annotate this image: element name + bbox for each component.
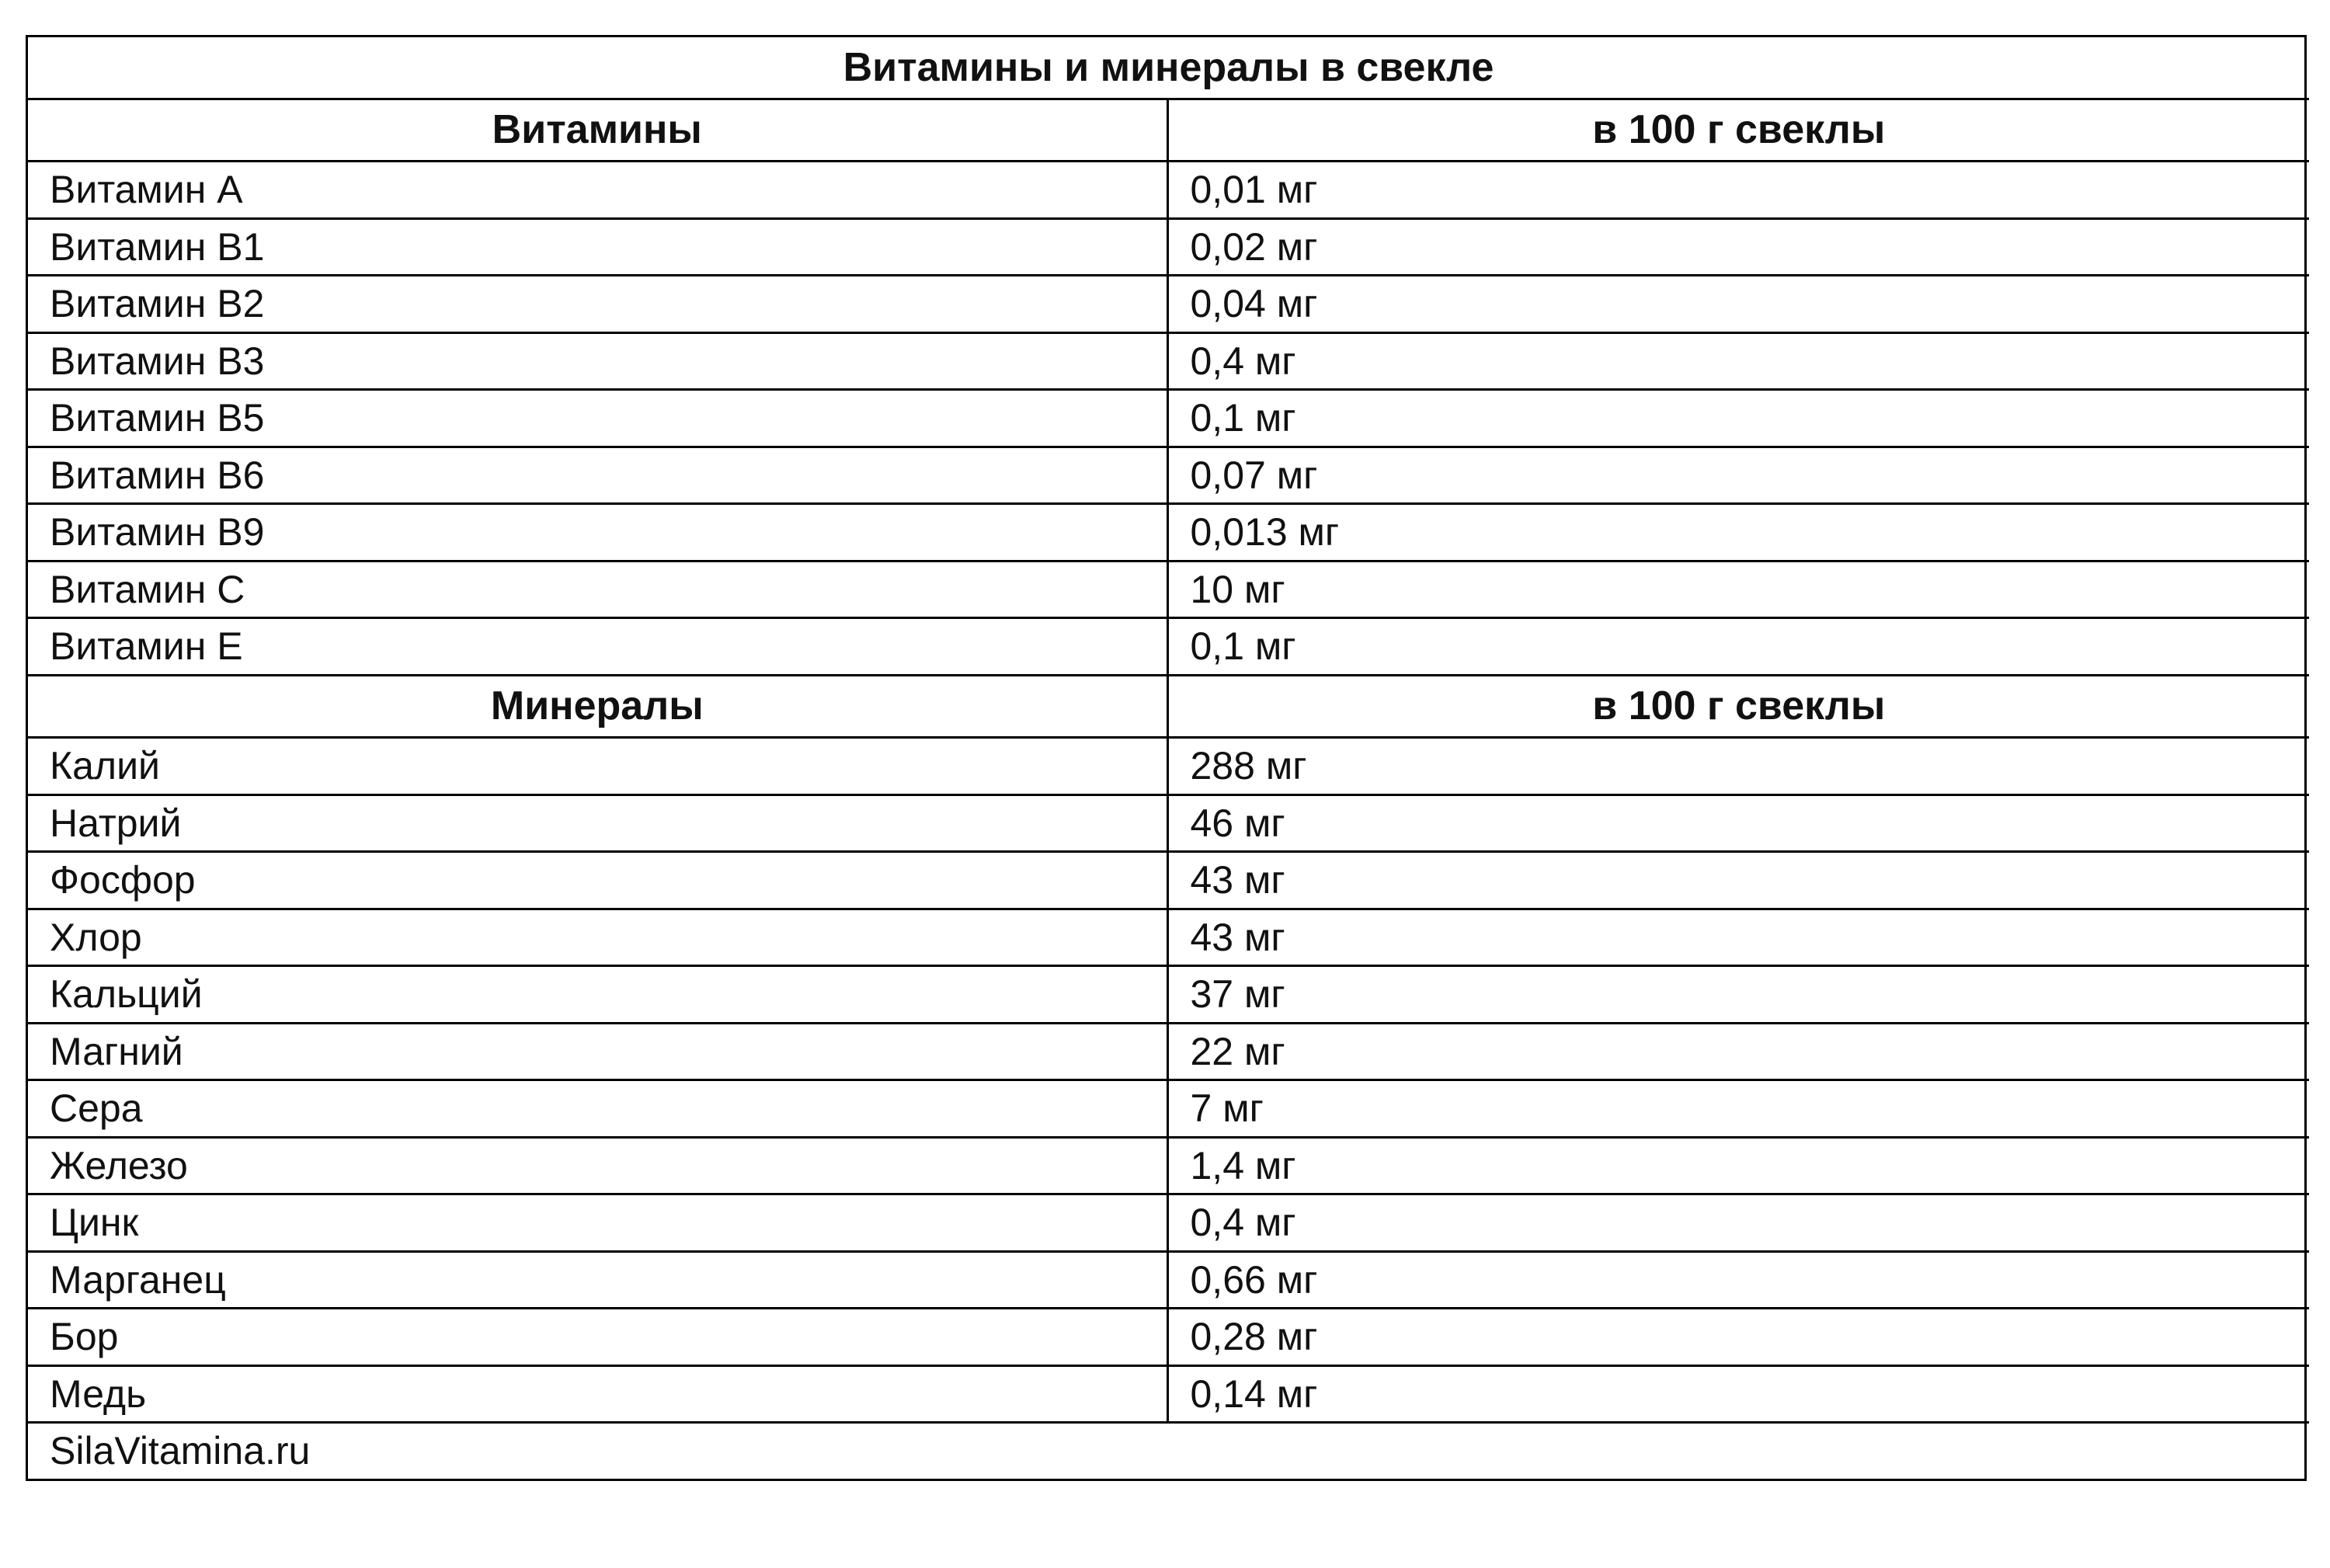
mineral-name: Магний: [28, 1023, 1167, 1080]
mineral-amount: 0,66 мг: [1167, 1251, 2309, 1309]
mineral-amount: 0,4 мг: [1167, 1194, 2309, 1252]
table-row: [28, 162, 2309, 219]
vitamin-name: Витамин Е: [28, 618, 1167, 676]
table-row: [28, 1080, 2309, 1138]
mineral-amount: 43 мг: [1167, 909, 2309, 966]
vitamins-header-amount: в 100 г свеклы: [1167, 99, 2309, 162]
vitamin-name: Витамин А: [28, 162, 1167, 219]
vitamin-amount: 0,1 мг: [1167, 618, 2309, 676]
table-row: [28, 852, 2309, 909]
mineral-amount: 22 мг: [1167, 1023, 2309, 1080]
mineral-name: Медь: [28, 1365, 1167, 1423]
table-row: [28, 504, 2309, 561]
vitamin-name: Витамин В6: [28, 447, 1167, 504]
vitamin-name: Витамин В9: [28, 504, 1167, 561]
mineral-amount: 37 мг: [1167, 966, 2309, 1024]
mineral-name: Фосфор: [28, 852, 1167, 909]
table-row: [28, 390, 2309, 447]
mineral-name: Кальций: [28, 966, 1167, 1024]
source-credit: SilaVitamina.ru: [28, 1423, 2309, 1479]
table-row: [28, 1137, 2309, 1194]
vitamin-name: Витамин С: [28, 561, 1167, 618]
mineral-amount: 7 мг: [1167, 1080, 2309, 1138]
table-row: [28, 1251, 2309, 1309]
vitamin-amount: 0,01 мг: [1167, 162, 2309, 219]
vitamin-amount: 10 мг: [1167, 561, 2309, 618]
table-row: [28, 794, 2309, 852]
table-row: [28, 966, 2309, 1024]
mineral-amount: 288 мг: [1167, 738, 2309, 795]
vitamin-name: Витамин В2: [28, 276, 1167, 333]
vitamins-header-name: Витамины: [28, 99, 1167, 162]
table-row: [28, 1309, 2309, 1366]
nutrient-table: [28, 37, 2309, 1479]
mineral-amount: 1,4 мг: [1167, 1137, 2309, 1194]
vitamins-header-row: [28, 99, 2309, 162]
mineral-name: Хлор: [28, 909, 1167, 966]
vitamin-amount: 0,04 мг: [1167, 276, 2309, 333]
mineral-name: Калий: [28, 738, 1167, 795]
mineral-amount: 46 мг: [1167, 794, 2309, 852]
table-row: [28, 332, 2309, 390]
minerals-header-name: Минералы: [28, 675, 1167, 738]
mineral-name: Марганец: [28, 1251, 1167, 1309]
table-title: Витамины и минералы в свекле: [28, 37, 2309, 99]
table-row: [28, 738, 2309, 795]
vitamin-name: Витамин В1: [28, 218, 1167, 276]
table-row: [28, 561, 2309, 618]
mineral-name: Сера: [28, 1080, 1167, 1138]
mineral-amount: 43 мг: [1167, 852, 2309, 909]
vitamin-name: Витамин В5: [28, 390, 1167, 447]
mineral-name: Цинк: [28, 1194, 1167, 1252]
table-row: [28, 1365, 2309, 1423]
vitamin-amount: 0,07 мг: [1167, 447, 2309, 504]
table-row: [28, 218, 2309, 276]
vitamin-amount: 0,1 мг: [1167, 390, 2309, 447]
minerals-header-row: [28, 675, 2309, 738]
table-row: [28, 276, 2309, 333]
table-title-row: [28, 37, 2309, 99]
mineral-name: Бор: [28, 1309, 1167, 1366]
table-row: [28, 1194, 2309, 1252]
table-row: [28, 1023, 2309, 1080]
table-row: [28, 447, 2309, 504]
mineral-amount: 0,14 мг: [1167, 1365, 2309, 1423]
vitamin-amount: 0,013 мг: [1167, 504, 2309, 561]
vitamin-name: Витамин В3: [28, 332, 1167, 390]
mineral-amount: 0,28 мг: [1167, 1309, 2309, 1366]
vitamin-amount: 0,02 мг: [1167, 218, 2309, 276]
minerals-header-amount: в 100 г свеклы: [1167, 675, 2309, 738]
table-row: [28, 618, 2309, 676]
footer-row: [28, 1423, 2309, 1479]
nutrient-table-sheet: [26, 35, 2307, 1481]
mineral-name: Железо: [28, 1137, 1167, 1194]
vitamin-amount: 0,4 мг: [1167, 332, 2309, 390]
table-row: [28, 909, 2309, 966]
mineral-name: Натрий: [28, 794, 1167, 852]
